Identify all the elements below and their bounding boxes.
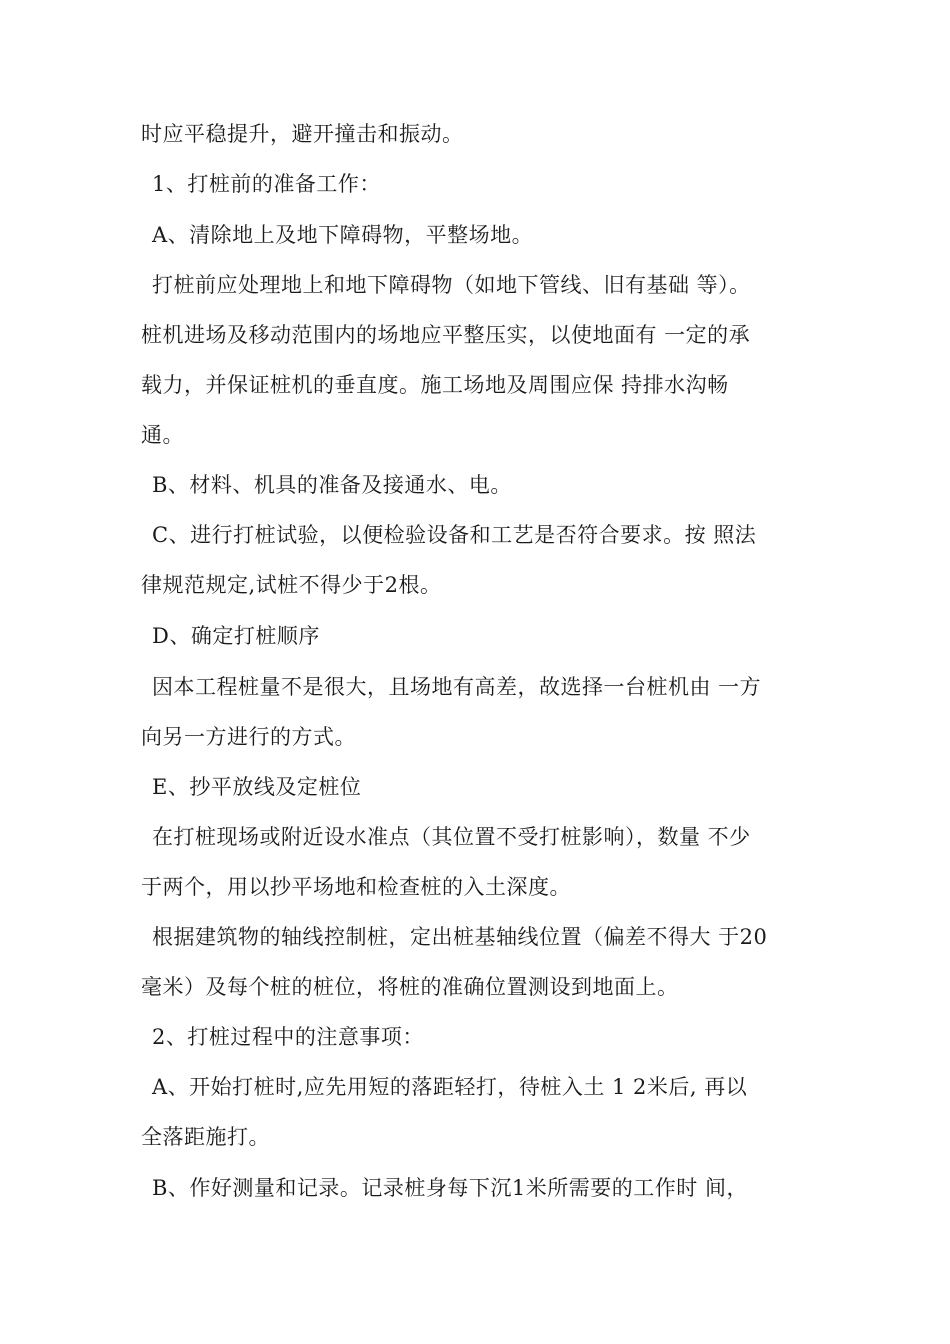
text-line: 打桩前应处理地上和地下障碍物（如地下管线、旧有基础 等）。: [152, 273, 751, 297]
text-line: C、进行打桩试验，以便检验设备和工艺是否符合要求。按 照法: [152, 523, 757, 547]
text-line: 于两个，用以抄平场地和检查桩的入土深度。: [141, 875, 571, 899]
text-line: 律规范规定,试桩不得少于2根。: [141, 573, 442, 597]
subsection-heading: B、材料、机具的准备及接通水、电。: [152, 473, 512, 497]
text-line: 根据建筑物的轴线控制桩，定出桩基轴线位置（偏差不得大 于20: [152, 925, 768, 949]
text-line: 毫米）及每个桩的桩位，将桩的准确位置测设到地面上。: [141, 975, 679, 999]
text-line: 在打桩现场或附近设水准点（其位置不受打桩影响），数量 不少: [152, 825, 751, 849]
text-line: 载力，并保证桩机的垂直度。施工场地及周围应保 持排水沟畅: [141, 373, 729, 397]
text-line: 因本工程桩量不是很大，且场地有高差，故选择一台桩机由 一方: [152, 675, 762, 699]
subsection-heading: A、清除地上及地下障碍物，平整场地。: [152, 223, 534, 247]
text-line: 全落距施打。: [141, 1125, 270, 1149]
text-line: 向另一方进行的方式。: [141, 725, 356, 749]
text-line: 桩机进场及移动范围内的场地应平整压实，以使地面有 一定的承: [141, 323, 751, 347]
subsection-heading: E、抄平放线及定桩位: [152, 775, 362, 799]
text-line: 通。: [141, 423, 184, 447]
subsection-heading: D、确定打桩顺序: [152, 624, 320, 648]
section-heading: 2、打桩过程中的注意事项：: [152, 1025, 424, 1049]
text-line: A、开始打桩时,应先用短的落距轻打，待桩入土 1 2米后, 再以: [152, 1075, 748, 1099]
text-line: B、作好测量和记录。记录桩身每下沉1米所需要的工作时 间，: [152, 1176, 748, 1200]
section-heading: 1、打桩前的准备工作：: [152, 172, 381, 196]
text-line: 时应平稳提升，避开撞击和振动。: [141, 122, 464, 146]
